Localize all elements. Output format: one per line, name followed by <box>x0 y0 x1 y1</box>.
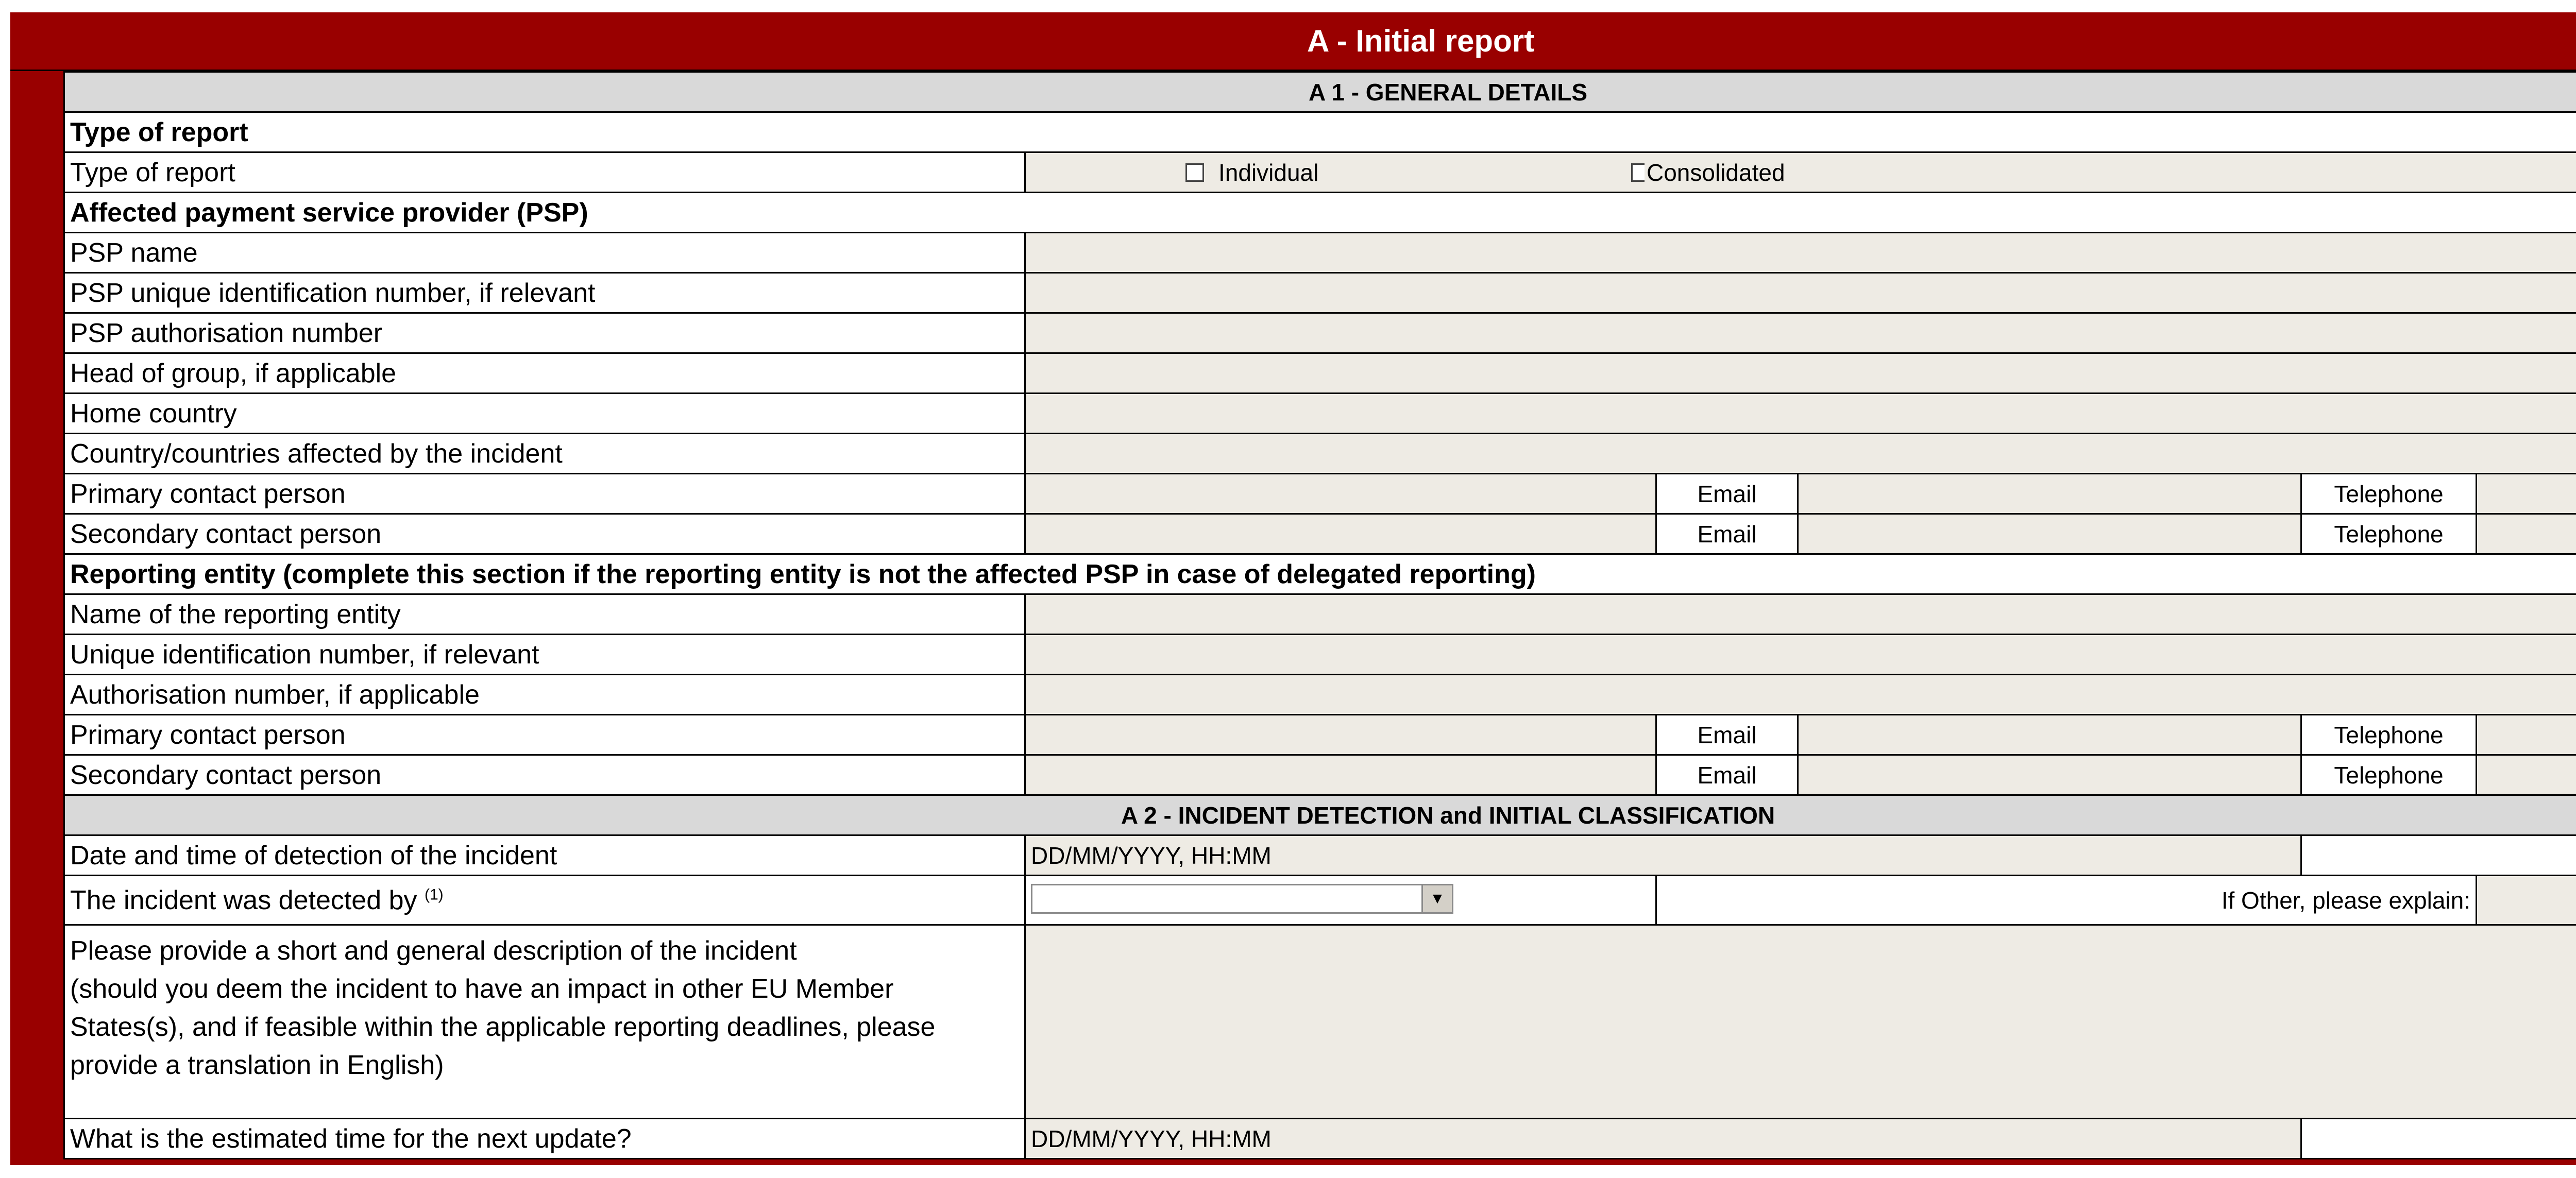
group-reporting-entity <box>64 554 2576 594</box>
group-type-of-report-title: Type of report <box>64 112 2576 152</box>
psp-primary-email-field[interactable] <box>1798 474 2301 514</box>
description-field[interactable] <box>1025 925 2576 1119</box>
detection-time-spacer <box>2301 835 2576 876</box>
form-grid <box>63 71 2576 1159</box>
home-country-field[interactable] <box>1025 394 2576 434</box>
detection-time-placeholder: DD/MM/YYYY, HH:MM <box>1031 842 1272 869</box>
reporting-unique-id-field[interactable] <box>1025 635 2576 675</box>
group-affected-psp <box>64 193 2576 233</box>
type-of-report-options <box>1025 152 2576 193</box>
reporting-secondary-telephone-label: Telephone <box>2301 755 2477 795</box>
row-home-country <box>64 394 2576 434</box>
reporting-primary-contact-field[interactable] <box>1025 715 1656 755</box>
row-description <box>64 925 2576 1119</box>
next-update-placeholder: DD/MM/YYYY, HH:MM <box>1031 1125 1272 1152</box>
detected-by-dropdown[interactable] <box>1031 884 1453 914</box>
consolidated-option[interactable] <box>1631 159 1785 186</box>
row-detection-time <box>64 835 2576 876</box>
chevron-down-icon[interactable]: ▼ <box>1421 885 1452 912</box>
if-other-field[interactable] <box>2477 876 2576 925</box>
psp-primary-contact-label: Primary contact person <box>64 474 1025 514</box>
reporting-primary-email-label: Email <box>1656 715 1798 755</box>
reporting-secondary-contact-field[interactable] <box>1025 755 1656 795</box>
detected-by-dropdown-cell <box>1025 876 1656 925</box>
head-of-group-field[interactable] <box>1025 353 2576 394</box>
psp-name-field[interactable] <box>1025 233 2576 273</box>
section-a2-title: A 2 - INCIDENT DETECTION and INITIAL CLASSIFICATION <box>64 795 2576 835</box>
psp-primary-telephone-label: Telephone <box>2301 474 2477 514</box>
reporting-primary-telephone-label: Telephone <box>2301 715 2477 755</box>
detection-time-field[interactable] <box>1025 835 2301 876</box>
psp-secondary-contact-label: Secondary contact person <box>64 514 1025 554</box>
psp-unique-id-label: PSP unique identification number, if relevant <box>64 273 1025 313</box>
description-line-2: (should you deem the incident to have an impact in other EU Member <box>70 974 894 1004</box>
row-type-of-report <box>64 152 2576 193</box>
row-reporting-unique-id <box>64 635 2576 675</box>
section-a1-title: A 1 - GENERAL DETAILS <box>64 72 2576 112</box>
individual-option-label: Individual <box>1218 159 1319 186</box>
reporting-secondary-contact-label: Secondary contact person <box>64 755 1025 795</box>
countries-affected-label: Country/countries affected by the incident <box>64 434 1025 474</box>
reporting-name-field[interactable] <box>1025 594 2576 635</box>
row-psp-secondary-contact <box>64 514 2576 554</box>
psp-primary-contact-field[interactable] <box>1025 474 1656 514</box>
reporting-secondary-email-field[interactable] <box>1798 755 2301 795</box>
group-affected-psp-title: Affected payment service provider (PSP) <box>64 193 2576 233</box>
description-line-1: Please provide a short and general description of the incident <box>70 936 797 966</box>
row-reporting-name <box>64 594 2576 635</box>
next-update-label: What is the estimated time for the next update? <box>64 1119 1025 1159</box>
psp-primary-email-label: Email <box>1656 474 1798 514</box>
countries-affected-field[interactable] <box>1025 434 2576 474</box>
if-other-label: If Other, please explain: <box>1656 876 2477 925</box>
individual-option[interactable] <box>1185 159 1318 186</box>
reporting-secondary-email-label: Email <box>1656 755 1798 795</box>
group-type-of-report <box>64 112 2576 152</box>
individual-checkbox[interactable] <box>1185 163 1204 182</box>
report-page <box>10 12 2576 1165</box>
psp-secondary-email-field[interactable] <box>1798 514 2301 554</box>
psp-authorisation-label: PSP authorisation number <box>64 313 1025 353</box>
group-reporting-entity-title: Reporting entity (complete this section if the reporting entity is not the affected PSP in case of delegated reporting) <box>64 554 2576 594</box>
reporting-unique-id-label: Unique identification number, if relevant <box>64 635 1025 675</box>
detected-by-footnote: (1) <box>424 886 444 903</box>
type-of-report-label: Type of report <box>64 152 1025 193</box>
psp-secondary-telephone-label: Telephone <box>2301 514 2477 554</box>
psp-name-label: PSP name <box>64 233 1025 273</box>
psp-unique-id-field[interactable] <box>1025 273 2576 313</box>
consolidated-checkbox[interactable] <box>1631 163 1645 182</box>
reporting-name-label: Name of the reporting entity <box>64 594 1025 635</box>
row-psp-unique-id <box>64 273 2576 313</box>
next-update-spacer <box>2301 1119 2576 1159</box>
report-form <box>63 71 2576 1165</box>
head-of-group-label: Head of group, if applicable <box>64 353 1025 394</box>
description-label <box>64 925 1025 1119</box>
detected-by-label <box>64 876 1025 925</box>
detection-time-label: Date and time of detection of the incident <box>64 835 1025 876</box>
section-a2 <box>64 795 2576 835</box>
row-psp-primary-contact <box>64 474 2576 514</box>
report-title: A - Initial report <box>10 12 2576 71</box>
reporting-primary-contact-label: Primary contact person <box>64 715 1025 755</box>
consolidated-option-label: Consolidated <box>1647 159 1785 186</box>
row-next-update <box>64 1119 2576 1159</box>
description-line-4: provide a translation in English) <box>70 1050 444 1080</box>
row-countries-affected <box>64 434 2576 474</box>
psp-primary-telephone-field[interactable] <box>2477 474 2576 514</box>
reporting-secondary-telephone-field[interactable] <box>2477 755 2576 795</box>
row-psp-name <box>64 233 2576 273</box>
reporting-authorisation-field[interactable] <box>1025 675 2576 715</box>
row-detected-by <box>64 876 2576 925</box>
detected-by-text: The incident was detected by <box>70 885 417 915</box>
row-reporting-secondary-contact <box>64 755 2576 795</box>
reporting-primary-email-field[interactable] <box>1798 715 2301 755</box>
next-update-field[interactable] <box>1025 1119 2301 1159</box>
home-country-label: Home country <box>64 394 1025 434</box>
psp-authorisation-field[interactable] <box>1025 313 2576 353</box>
reporting-primary-telephone-field[interactable] <box>2477 715 2576 755</box>
row-head-of-group <box>64 353 2576 394</box>
section-a1 <box>64 72 2576 112</box>
reporting-authorisation-label: Authorisation number, if applicable <box>64 675 1025 715</box>
psp-secondary-email-label: Email <box>1656 514 1798 554</box>
row-reporting-primary-contact <box>64 715 2576 755</box>
psp-secondary-contact-field[interactable] <box>1025 514 1656 554</box>
row-reporting-authorisation <box>64 675 2576 715</box>
psp-secondary-telephone-field[interactable] <box>2477 514 2576 554</box>
description-line-3: States(s), and if feasible within the applicable reporting deadlines, please <box>70 1012 936 1042</box>
row-psp-authorisation <box>64 313 2576 353</box>
